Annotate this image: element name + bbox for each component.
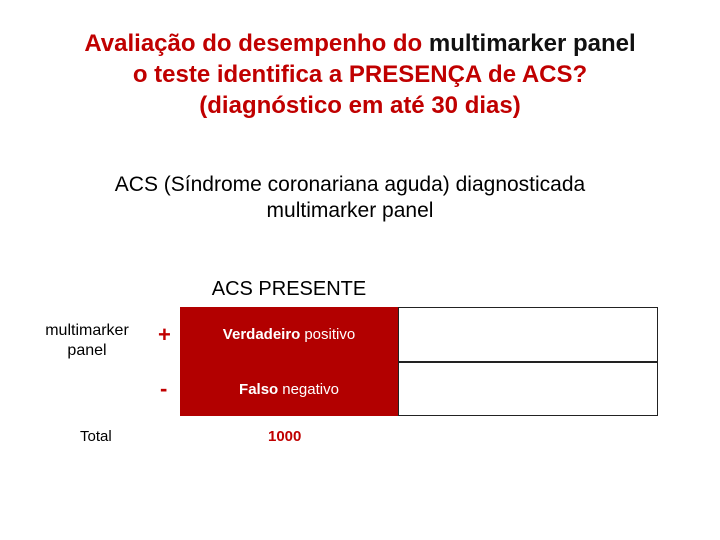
cell-true-positive-bold: Verdadeiro bbox=[222, 326, 301, 343]
title-line-2: o teste identifica a PRESENÇA de ACS? bbox=[132, 61, 588, 88]
positive-sign: + bbox=[158, 322, 171, 347]
cell-false-positive-rest: positivo bbox=[524, 326, 576, 343]
total-value: 1000 bbox=[268, 428, 302, 445]
cell-false-negative-rest: negativo bbox=[282, 380, 339, 398]
slide-title bbox=[0, 28, 720, 121]
title-line-1-dark: multimarker panel bbox=[428, 30, 636, 57]
cell-true-negative bbox=[398, 362, 658, 416]
column-header-present: ACS PRESENTE bbox=[211, 278, 367, 300]
slide-subtitle bbox=[0, 172, 700, 224]
cell-true-positive bbox=[180, 307, 398, 362]
row-header-label: multimarker panel bbox=[45, 322, 129, 359]
cell-false-negative-bold: Falso bbox=[239, 380, 279, 398]
negative-sign: - bbox=[160, 376, 168, 401]
total-label: Total bbox=[80, 428, 112, 445]
cell-true-negative-bold: Verdadeiro bbox=[458, 380, 537, 398]
cell-true-negative-rest: negativo bbox=[540, 380, 598, 398]
cell-false-positive bbox=[398, 307, 658, 362]
cell-false-negative bbox=[180, 362, 398, 416]
subtitle-line-2: multimarker panel bbox=[266, 199, 434, 222]
cell-true-positive-rest: positivo bbox=[304, 326, 356, 343]
title-line-1 bbox=[0, 28, 720, 59]
cell-false-positive-bold: Falso bbox=[480, 326, 521, 343]
title-line-1-red: Avaliação do desempenho do bbox=[84, 30, 429, 57]
column-header-absent: NÃO bbox=[506, 280, 546, 300]
subtitle-line-1: ACS (Síndrome coronariana aguda) diagnosticada bbox=[114, 173, 586, 196]
title-line-3: (diagnóstico em até 30 dias) bbox=[199, 92, 521, 119]
